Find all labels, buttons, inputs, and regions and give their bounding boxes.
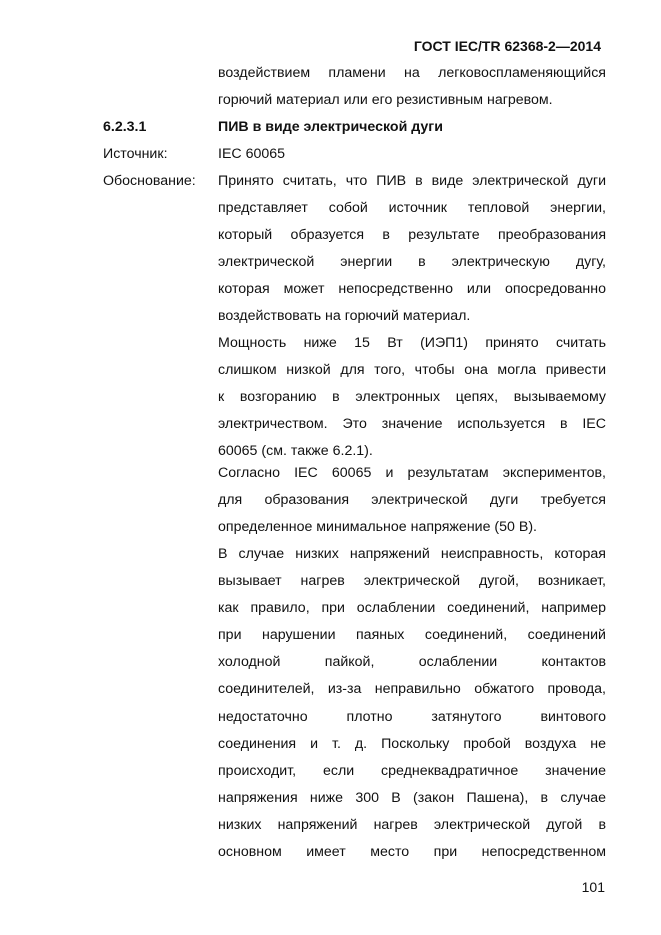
text-line: напряжения ниже 300 В (закон Пашена), в случае: [218, 789, 606, 806]
text-line: Согласно IEC 60065 и результатам экспериментов,: [218, 465, 606, 481]
text-line: слишком низкой для того, чтобы она могла привести: [218, 362, 606, 379]
section-number: 6.2.3.1: [103, 119, 147, 135]
text-line: который образуется в результате преобразования: [218, 227, 606, 244]
rationale-label: Обоснование:: [103, 173, 196, 189]
text-line: недостаточно плотно затянутого винтового: [218, 708, 606, 725]
document-header: ГОСТ IEC/TR 62368-2—2014: [413, 38, 601, 54]
text-line: для образования электрической дуги требуется: [218, 492, 606, 509]
paragraph-1: [218, 168, 606, 331]
text-line: основном имеет место при непосредственном: [218, 844, 606, 861]
text-line: при нарушении паяных соединений, соединений: [218, 627, 606, 644]
page-number: 101: [581, 879, 605, 895]
text-line: низких напряжений нагрев электрической дугой в: [218, 816, 606, 833]
text-line: как правило, при ослаблении соединений, например: [218, 600, 606, 617]
text-line: происходит, если среднеквадратичное значение: [218, 762, 606, 779]
paragraph-3: [218, 460, 606, 541]
text-line: вызывает нагрев электрической дугой, возникает,: [218, 573, 606, 590]
text-line: холодной пайкой, ослаблении контактов: [218, 654, 606, 671]
text-line: соединения и т. д. Поскольку пробой воздуха не: [218, 735, 606, 752]
paragraph-4: [218, 541, 606, 866]
section-title: ПИВ в виде электрической дуги: [218, 119, 443, 135]
text-line: воздействовать на горючий материал.: [218, 308, 471, 325]
text-line: Принято считать, что ПИВ в виде электрической дуги: [218, 173, 606, 189]
text-line: 60065 (см. также 6.2.1).: [218, 443, 373, 460]
intro-text: [218, 60, 606, 114]
text-line: горючий материал или его резистивным нагревом.: [218, 92, 553, 109]
text-line: к возгоранию в электронных цепях, вызываемому: [218, 389, 606, 406]
paragraph-2: [218, 330, 606, 465]
text-line: воздействием пламени на легковоспламеняющийся: [218, 65, 606, 81]
text-line: Мощность ниже 15 Вт (ИЭП1) принято считать: [218, 335, 606, 351]
source-label: Источник:: [103, 146, 168, 162]
source-value: IEC 60065: [218, 146, 286, 162]
text-line: электричеством. Это значение используется в IEC: [218, 416, 606, 433]
text-line: электрической энергии в электрическую дугу,: [218, 254, 606, 271]
text-line: представляет собой источник тепловой энергии,: [218, 200, 606, 217]
text-line: В случае низких напряжений неисправность, которая: [218, 546, 606, 562]
text-line: соединителей, из-за неправильно обжатого провода,: [218, 681, 606, 698]
text-line: которая может непосредственно или опосредованно: [218, 281, 606, 298]
text-line: определенное минимальное напряжение (50 В).: [218, 519, 537, 536]
